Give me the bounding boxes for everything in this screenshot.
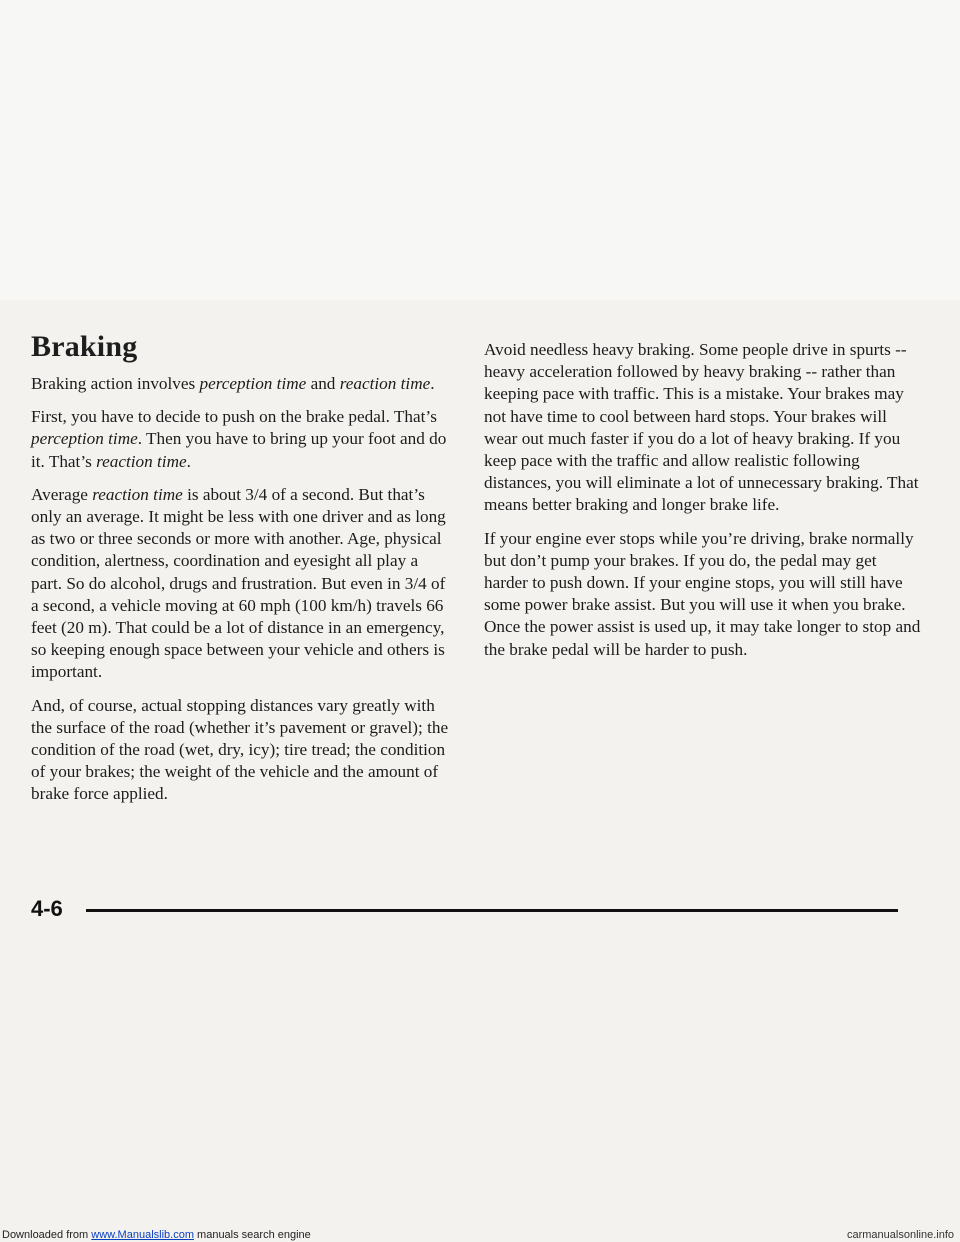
manualslib-link[interactable]: www.Manualslib.com [91,1229,194,1241]
download-footer [0,1228,960,1242]
watermark-text: carmanualsonline.info [846,1229,954,1241]
download-notice: Downloaded from www.Manualslib.com manuals search engine [2,1229,311,1241]
left-column [31,373,451,817]
paragraph-perception-time: First, you have to decide to push on the brake pedal. That’s perception time. Then you have to bring up your foot and do it. That’s reaction time. [31,407,447,471]
page-top-area [0,0,960,300]
paragraph-stopping-distances: And, of course, actual stopping distances vary greatly with the surface of the road (whether it’s pavement or gravel); the condition of the road (wet, dry, icy); tire tread; the condition of your brakes; the weight of the vehicle and the amount of brake force applied. [31,695,449,804]
page-footer-bar [31,896,898,926]
right-column [484,339,924,672]
page-number: 4-6 [31,896,63,921]
paragraph-heavy-braking: Avoid needless heavy braking. Some people drive in spurts -- heavy acceleration followed by heavy braking -- rather than keeping pace with traffic. This is a mistake. Your brakes may not have time to cool between hard stops. Your brakes will wear out much faster if you do a lot of heavy braking. If you keep pace with the traffic and allow realistic following distances, you will eliminate a lot of unnecessary braking. That means better braking and longer brake life. [484,340,919,515]
paragraph-engine-stops: If your engine ever stops while you’re driving, brake normally but don’t pump your brakes. If you do, the pedal may get harder to push down. If your engine stops, you will still have some power brake assist. But you will use it when you brake. Once the power assist is used up, it may take longer to stop and the brake pedal will be harder to push. [484,528,921,659]
paragraph-braking-action: Braking action involves perception time and reaction time. [31,374,435,393]
footer-rule [86,909,898,912]
paragraph-average-reaction-time: Average reaction time is about 3/4 of a second. But that’s only an average. It might be less with one driver and as long as two or three seconds or more with another. Age, physical condition, alertness, coordination and eyesight all play a part. So do alcohol, drugs and frustration. But even in 3/4 of a second, a vehicle moving at 60 mph (100 km/h) travels 66 feet (20 m). That could be a lot of distance in an emergency, so keeping enough space between your vehicle and others is important. [31,484,446,682]
page-title: Braking [31,330,138,363]
